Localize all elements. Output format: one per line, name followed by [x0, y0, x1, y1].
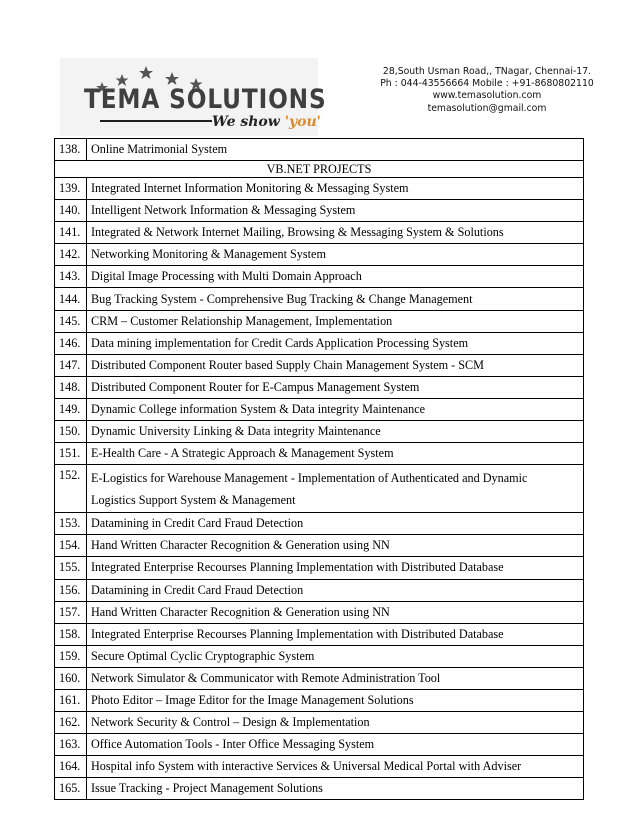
row-number: 139. [55, 178, 87, 200]
table-row [55, 310, 584, 332]
row-number: 148. [55, 376, 87, 398]
row-number: 160. [55, 667, 87, 689]
row-title: Integrated Enterprise Recourses Planning Implementation with Distributed Database [87, 557, 584, 579]
row-number: 155. [55, 557, 87, 579]
row-title: Networking Monitoring & Management System [87, 244, 584, 266]
row-title: Dynamic College information System & Data integrity Maintenance [87, 398, 584, 420]
row-number: 145. [55, 310, 87, 332]
row-title: Network Security & Control – Design & Implementation [87, 712, 584, 734]
row-number: 138. [55, 139, 87, 161]
table-row [55, 778, 584, 800]
page-header [0, 0, 638, 138]
row-number: 154. [55, 535, 87, 557]
table-row [55, 200, 584, 222]
table-row [55, 756, 584, 778]
row-title: Dynamic University Linking & Data integrity Maintenance [87, 421, 584, 443]
row-title: Bug Tracking System - Comprehensive Bug Tracking & Change Management [87, 288, 584, 310]
row-number: 156. [55, 579, 87, 601]
section-heading: VB.NET PROJECTS [55, 161, 584, 178]
row-number: 161. [55, 689, 87, 711]
table-row [55, 734, 584, 756]
logo-wordmark: TEMA SOLUTIONS [84, 84, 327, 115]
table-row [55, 139, 584, 161]
table-row [55, 222, 584, 244]
table-row [55, 579, 584, 601]
contact-website: www.temasolution.com [432, 90, 542, 102]
table-row [55, 244, 584, 266]
logo-tagline [212, 114, 321, 130]
row-title-line: E-Logistics for Warehouse Management - Implementation of Authenticated and Dynamic [91, 470, 528, 485]
row-number: 140. [55, 200, 87, 222]
table-row [55, 465, 584, 513]
row-number: 144. [55, 288, 87, 310]
tagline-main: We show [212, 114, 285, 130]
row-title [87, 465, 584, 513]
row-title: E-Health Care - A Strategic Approach & Management System [87, 443, 584, 465]
row-title: Photo Editor – Image Editor for the Image Management Solutions [87, 689, 584, 711]
row-title: Datamining in Credit Card Fraud Detection [87, 513, 584, 535]
logo-underline [100, 120, 212, 122]
row-number: 159. [55, 645, 87, 667]
contact-block [378, 66, 596, 115]
row-title: Office Automation Tools - Inter Office Messaging System [87, 734, 584, 756]
table-row [55, 535, 584, 557]
contact-email: temasolution@gmail.com [427, 102, 547, 114]
table-row [55, 667, 584, 689]
table-row [55, 288, 584, 310]
projects-table [54, 138, 584, 800]
table-row [55, 557, 584, 579]
table-row [55, 623, 584, 645]
row-title: Hand Written Character Recognition & Generation using NN [87, 535, 584, 557]
row-title: Data mining implementation for Credit Cards Application Processing System [87, 332, 584, 354]
row-number: 147. [55, 354, 87, 376]
table-row [55, 332, 584, 354]
row-title: Secure Optimal Cyclic Cryptographic System [87, 645, 584, 667]
row-number: 149. [55, 398, 87, 420]
row-number: 162. [55, 712, 87, 734]
row-title: Intelligent Network Information & Messaging System [87, 200, 584, 222]
row-number: 158. [55, 623, 87, 645]
contact-phone: Ph : 044-43556664 Mobile : +91-8680802110 [380, 78, 594, 90]
row-title: Distributed Component Router for E-Campus Management System [87, 376, 584, 398]
table-row [55, 354, 584, 376]
row-number: 146. [55, 332, 87, 354]
table-row [55, 376, 584, 398]
row-number: 153. [55, 513, 87, 535]
row-title: Integrated Internet Information Monitoring & Messaging System [87, 178, 584, 200]
row-title-line: Logistics Support System & Management [91, 492, 296, 507]
row-title: Integrated Enterprise Recourses Planning Implementation with Distributed Database [87, 623, 584, 645]
row-title: Digital Image Processing with Multi Domain Approach [87, 266, 584, 288]
row-title: Integrated & Network Internet Mailing, Browsing & Messaging System & Solutions [87, 222, 584, 244]
table-row [55, 712, 584, 734]
section-heading-row [55, 161, 584, 178]
row-number: 157. [55, 601, 87, 623]
company-logo [60, 58, 327, 136]
table-row [55, 601, 584, 623]
row-title: Online Matrimonial System [87, 139, 584, 161]
row-title: CRM – Customer Relationship Management, Implementation [87, 310, 584, 332]
table-row [55, 266, 584, 288]
table-row [55, 421, 584, 443]
row-number: 152. [55, 465, 87, 513]
row-number: 164. [55, 756, 87, 778]
table-row [55, 398, 584, 420]
row-number: 142. [55, 244, 87, 266]
table-row [55, 178, 584, 200]
table-row [55, 689, 584, 711]
row-title: Datamining in Credit Card Fraud Detection [87, 579, 584, 601]
row-title: Hospital info System with interactive Services & Universal Medical Portal with Adviser [87, 756, 584, 778]
row-number: 163. [55, 734, 87, 756]
table-row [55, 645, 584, 667]
table-row [55, 513, 584, 535]
row-title: Network Simulator & Communicator with Remote Administration Tool [87, 667, 584, 689]
row-number: 151. [55, 443, 87, 465]
row-title: Distributed Component Router based Supply Chain Management System - SCM [87, 354, 584, 376]
table-row [55, 443, 584, 465]
tagline-you: 'you' [284, 114, 321, 130]
contact-address: 28,South Usman Road,, TNagar, Chennai-17. [382, 66, 592, 77]
row-number: 141. [55, 222, 87, 244]
row-number: 143. [55, 266, 87, 288]
row-number: 165. [55, 778, 87, 800]
row-number: 150. [55, 421, 87, 443]
row-title: Issue Tracking - Project Management Solutions [87, 778, 584, 800]
row-title: Hand Written Character Recognition & Generation using NN [87, 601, 584, 623]
